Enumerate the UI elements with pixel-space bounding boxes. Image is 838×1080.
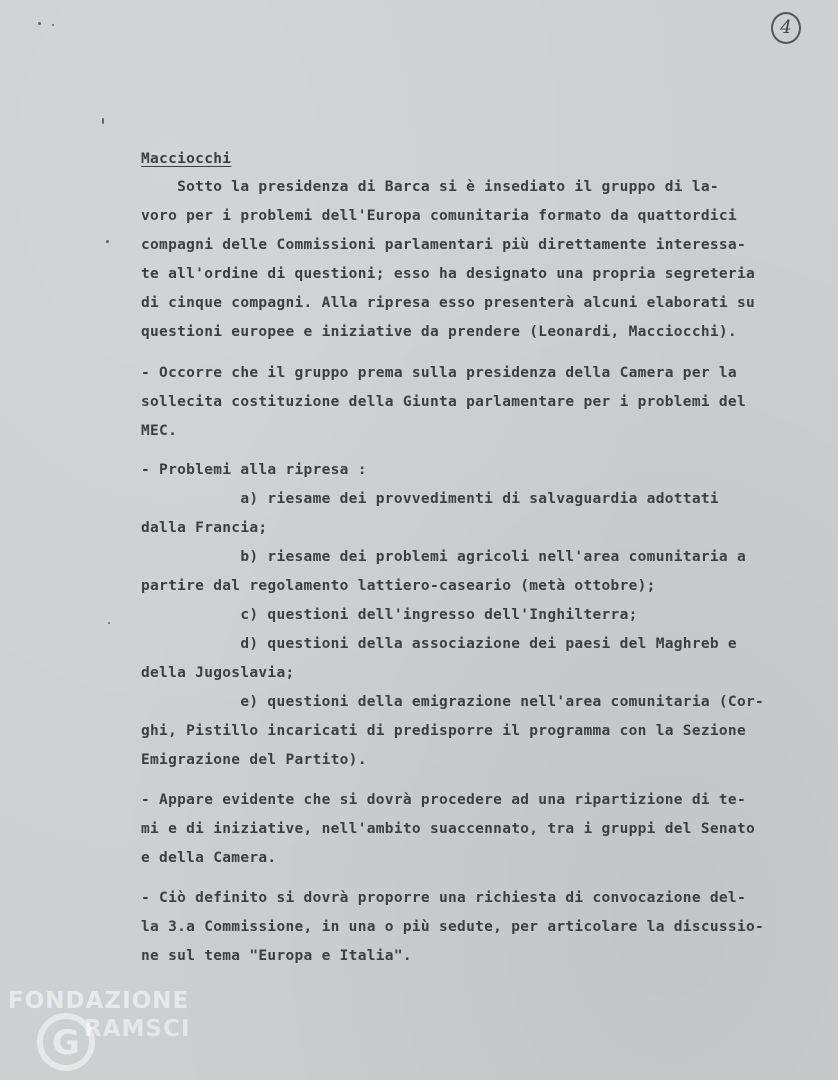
text-line: ne sul tema "Europa e Italia". [141, 948, 412, 964]
text-line: di cinque compagni. Alla ripresa esso presenterà alcuni elaborati su [141, 295, 756, 311]
text-line: te all'ordine di questioni; esso ha designato una propria segreteria [141, 266, 756, 282]
watermark-line-1: FONDAZIONE [8, 988, 190, 1014]
page-number: 4 [771, 12, 801, 44]
text-line: ghi, Pistillo incaricati di predisporre il programma con la Sezione [141, 723, 746, 739]
text-line: e della Camera. [141, 850, 277, 866]
text-line: compagni delle Commissioni parlamentari più direttamente interessa- [141, 237, 746, 253]
text-line: - Occorre che il gruppo prema sulla presidenza della Camera per la [141, 365, 737, 381]
text-line: - Problemi alla ripresa : [141, 462, 367, 478]
text-line: a) riesame dei provvedimenti di salvaguardia adottati [141, 491, 719, 507]
text-line: voro per i problemi dell'Europa comunitaria formato da quattordici [141, 208, 737, 224]
text-line: Sotto la presidenza di Barca si è insediato il gruppo di la- [141, 179, 719, 195]
paper-speck [108, 622, 110, 624]
text-line: MEC. [141, 423, 178, 439]
paper-speck [102, 118, 104, 124]
watermark-line-2: RAMSCI [84, 1016, 191, 1042]
text-line: dalla Francia; [141, 520, 268, 536]
text-line: sollecita costituzione della Giunta parlamentare per i problemi del [141, 394, 746, 410]
section-heading: Macciocchi [141, 151, 232, 167]
paper-speck [38, 22, 41, 25]
text-line: b) riesame dei problemi agricoli nell'area comunitaria a [141, 549, 746, 565]
logo-letter: G [52, 1023, 80, 1063]
fondazione-gramsci-watermark [4, 988, 234, 1080]
paper-speck [106, 240, 109, 243]
text-line: Emigrazione del Partito). [141, 752, 367, 768]
text-line: d) questioni della associazione dei paesi del Maghreb e [141, 636, 737, 652]
text-line: la 3.a Commissione, in una o più sedute, per articolare la discussio- [141, 919, 765, 935]
text-line: - Appare evidente che si dovrà procedere ad una ripartizione di te- [141, 792, 746, 808]
text-line: questioni europee e iniziative da prendere (Leonardi, Macciocchi). [141, 324, 737, 340]
text-line: mi e di iniziative, nell'ambito suaccennato, tra i gruppi del Senato [141, 821, 756, 837]
text-line: - Ciò definito si dovrà proporre una richiesta di convocazione del- [141, 890, 746, 906]
text-line: della Jugoslavia; [141, 665, 295, 681]
paper-speck [52, 24, 54, 26]
text-line: e) questioni della emigrazione nell'area comunitaria (Cor- [141, 694, 765, 710]
text-line: partire dal regolamento lattiero-caseario (metà ottobre); [141, 578, 656, 594]
text-line: c) questioni dell'ingresso dell'Inghilterra; [141, 607, 638, 623]
